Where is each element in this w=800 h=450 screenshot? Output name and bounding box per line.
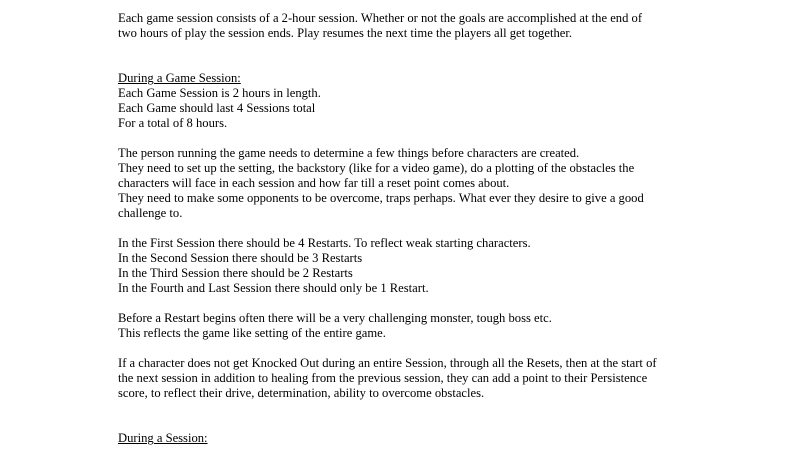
- setup-line-4: They need to make some opponents to be overcome, traps perhaps. What ever they desire to give a good: [118, 191, 644, 205]
- setup-line-1: The person running the game needs to determine a few things before characters are created.: [118, 146, 580, 160]
- game-session-line-1: Each Game Session is 2 hours in length.: [118, 86, 321, 100]
- setup-line-3: characters will face in each session and how far till a reset point comes about.: [118, 176, 510, 190]
- restarts-line-2: In the Second Session there should be 3 Restarts: [118, 251, 363, 265]
- before-restart-line-1: Before a Restart begins often there will be a very challenging monster, tough boss etc.: [118, 311, 552, 325]
- game-session-line-3: For a total of 8 hours.: [118, 116, 228, 130]
- setup-line-2: They need to set up the setting, the backstory (like for a video game), do a plotting of the obstacles the: [118, 161, 635, 175]
- restarts-line-3: In the Third Session there should be 2 Restarts: [118, 266, 353, 280]
- section-heading-during-session: During a Session:: [118, 431, 208, 445]
- intro-line-2: two hours of play the session ends. Play resumes the next time the players all get together.: [118, 26, 572, 40]
- section-heading-during-game-session: During a Game Session:: [118, 71, 241, 85]
- knocked-out-line-1: If a character does not get Knocked Out during an entire Session, through all the Resets, then at the start of: [118, 356, 657, 370]
- before-restart-line-2: This reflects the game like setting of the entire game.: [118, 326, 386, 340]
- restarts-line-4: In the Fourth and Last Session there should only be 1 Restart.: [118, 281, 429, 295]
- restarts-line-1: In the First Session there should be 4 Restarts. To reflect weak starting characters.: [118, 236, 531, 250]
- intro-line-1: Each game session consists of a 2-hour session. Whether or not the goals are accomplished at the end of: [118, 11, 643, 25]
- game-session-line-2: Each Game should last 4 Sessions total: [118, 101, 316, 115]
- setup-line-5: challenge to.: [118, 206, 183, 220]
- knocked-out-line-2: the next session in addition to healing from the previous session, they can add a point to their Persistence: [118, 371, 648, 385]
- knocked-out-line-3: score, to reflect their drive, determination, ability to overcome obstacles.: [118, 386, 485, 400]
